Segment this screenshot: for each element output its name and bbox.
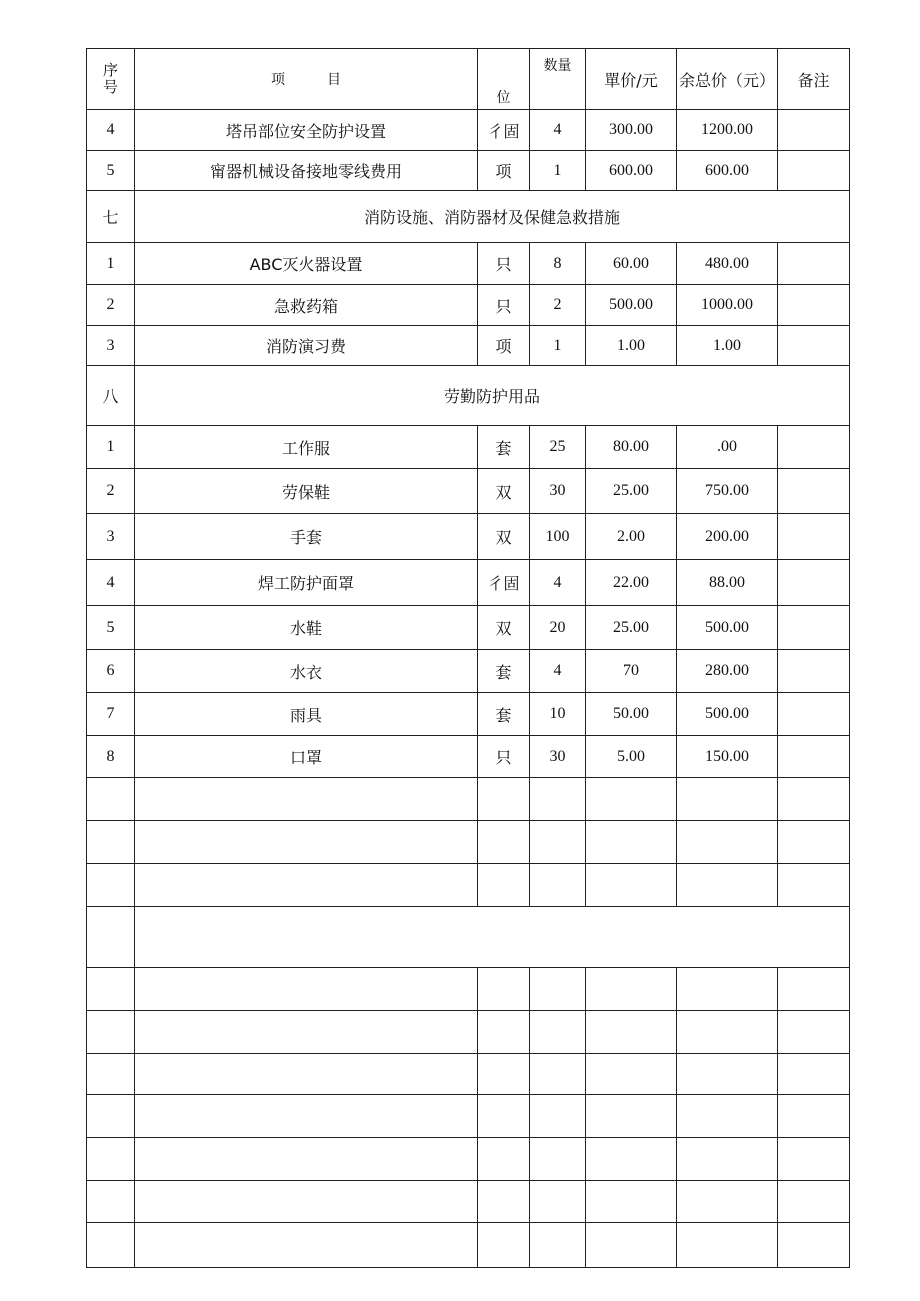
row-price: 2.00 <box>586 514 677 560</box>
row-total: .00 <box>677 426 778 469</box>
row-seq: 2 <box>87 285 135 326</box>
row-qty: 2 <box>530 285 586 326</box>
row-total: 88.00 <box>677 560 778 606</box>
row-unit: 套 <box>478 650 530 693</box>
header-seq <box>87 49 135 110</box>
table-row <box>87 326 850 366</box>
row-item: 急救药箱 <box>135 285 478 326</box>
row-item: ABC灭火器设置 <box>135 243 478 285</box>
cost-table <box>86 48 850 1268</box>
row-unit: 套 <box>478 426 530 469</box>
header-item-label: 项 目 <box>271 72 341 88</box>
section-seq: 八 <box>87 366 135 426</box>
row-item: 焊工防护面罩 <box>135 560 478 606</box>
empty-row <box>87 1095 850 1138</box>
row-price: 22.00 <box>586 560 677 606</box>
row-price: 50.00 <box>586 693 677 736</box>
row-unit: 套 <box>478 693 530 736</box>
empty-row <box>87 864 850 907</box>
section-title: 消防设施、消防器材及保健急救措施 <box>135 191 850 243</box>
row-total: 600.00 <box>677 151 778 191</box>
row-price: 60.00 <box>586 243 677 285</box>
row-qty: 1 <box>530 151 586 191</box>
row-qty: 30 <box>530 736 586 778</box>
empty-row <box>87 1223 850 1268</box>
row-seq: 4 <box>87 110 135 151</box>
header-unit-label: 位 <box>496 90 511 106</box>
row-unit: 只 <box>478 243 530 285</box>
row-seq: 5 <box>87 606 135 650</box>
row-item: 工作服 <box>135 426 478 469</box>
row-seq: 1 <box>87 426 135 469</box>
row-unit: 双 <box>478 514 530 560</box>
row-unit: 只 <box>478 285 530 326</box>
empty-row <box>87 778 850 821</box>
row-seq: 2 <box>87 469 135 514</box>
section-title: 劳勤防护用品 <box>135 366 850 426</box>
row-unit: 双 <box>478 606 530 650</box>
table-row <box>87 650 850 693</box>
row-total: 1000.00 <box>677 285 778 326</box>
row-price: 80.00 <box>586 426 677 469</box>
row-price: 1.00 <box>586 326 677 366</box>
row-total: 500.00 <box>677 693 778 736</box>
row-item: 水鞋 <box>135 606 478 650</box>
section-row <box>87 191 850 243</box>
row-seq: 3 <box>87 326 135 366</box>
table-row <box>87 151 850 191</box>
row-price: 600.00 <box>586 151 677 191</box>
row-unit: 双 <box>478 469 530 514</box>
row-total: 150.00 <box>677 736 778 778</box>
row-price: 5.00 <box>586 736 677 778</box>
row-price: 70 <box>586 650 677 693</box>
row-qty: 8 <box>530 243 586 285</box>
row-seq: 1 <box>87 243 135 285</box>
empty-row <box>87 821 850 864</box>
row-remark <box>778 285 850 326</box>
row-item: 水衣 <box>135 650 478 693</box>
row-qty: 4 <box>530 110 586 151</box>
row-remark <box>778 560 850 606</box>
empty-row <box>87 1011 850 1054</box>
table-row <box>87 560 850 606</box>
header-item <box>135 49 478 110</box>
table-row <box>87 110 850 151</box>
header-row <box>87 49 850 110</box>
row-total: 200.00 <box>677 514 778 560</box>
row-seq: 4 <box>87 560 135 606</box>
row-item: 劳保鞋 <box>135 469 478 514</box>
row-price: 500.00 <box>586 285 677 326</box>
row-remark <box>778 243 850 285</box>
row-item: 手套 <box>135 514 478 560</box>
row-remark <box>778 469 850 514</box>
row-remark <box>778 110 850 151</box>
empty-row <box>87 968 850 1011</box>
row-seq: 8 <box>87 736 135 778</box>
empty-merged-row <box>87 907 850 968</box>
row-qty: 4 <box>530 560 586 606</box>
row-remark <box>778 693 850 736</box>
row-unit: 项 <box>478 151 530 191</box>
row-qty: 10 <box>530 693 586 736</box>
table-row <box>87 285 850 326</box>
row-seq: 6 <box>87 650 135 693</box>
row-seq: 3 <box>87 514 135 560</box>
row-item: 塔吊部位安全防护设置 <box>135 110 478 151</box>
row-remark <box>778 326 850 366</box>
table-row <box>87 514 850 560</box>
header-unit <box>478 49 530 110</box>
row-item: 消防演习费 <box>135 326 478 366</box>
empty-row <box>87 1138 850 1181</box>
row-total: 500.00 <box>677 606 778 650</box>
row-remark <box>778 151 850 191</box>
row-item: 口罩 <box>135 736 478 778</box>
row-remark <box>778 426 850 469</box>
row-item: 雨具 <box>135 693 478 736</box>
row-price: 25.00 <box>586 469 677 514</box>
section-row <box>87 366 850 426</box>
row-unit: 彳固 <box>478 560 530 606</box>
section-seq: 七 <box>87 191 135 243</box>
row-price: 300.00 <box>586 110 677 151</box>
row-qty: 4 <box>530 650 586 693</box>
row-unit: 只 <box>478 736 530 778</box>
header-qty-label: 数量 <box>543 58 572 74</box>
row-remark <box>778 606 850 650</box>
row-remark <box>778 650 850 693</box>
table-row <box>87 736 850 778</box>
row-unit: 项 <box>478 326 530 366</box>
table-row <box>87 693 850 736</box>
row-remark <box>778 736 850 778</box>
row-total: 750.00 <box>677 469 778 514</box>
table-row <box>87 606 850 650</box>
row-unit: 彳固 <box>478 110 530 151</box>
row-item: 甯器机械设备接地零线费用 <box>135 151 478 191</box>
row-qty: 1 <box>530 326 586 366</box>
row-price: 25.00 <box>586 606 677 650</box>
header-total-price: 余总价（元） <box>677 49 778 110</box>
header-seq-label: 序号 <box>102 61 118 96</box>
row-total: 1.00 <box>677 326 778 366</box>
row-total: 280.00 <box>677 650 778 693</box>
table-row <box>87 469 850 514</box>
table-row <box>87 426 850 469</box>
header-remark: 备注 <box>778 49 850 110</box>
row-qty: 25 <box>530 426 586 469</box>
empty-row <box>87 1054 850 1095</box>
row-seq: 5 <box>87 151 135 191</box>
row-total: 480.00 <box>677 243 778 285</box>
table-row <box>87 243 850 285</box>
row-qty: 100 <box>530 514 586 560</box>
row-remark <box>778 514 850 560</box>
row-total: 1200.00 <box>677 110 778 151</box>
row-seq: 7 <box>87 693 135 736</box>
empty-row <box>87 1181 850 1223</box>
row-qty: 20 <box>530 606 586 650</box>
header-unit-price: 單价/元 <box>586 49 677 110</box>
row-qty: 30 <box>530 469 586 514</box>
header-qty <box>530 49 586 110</box>
